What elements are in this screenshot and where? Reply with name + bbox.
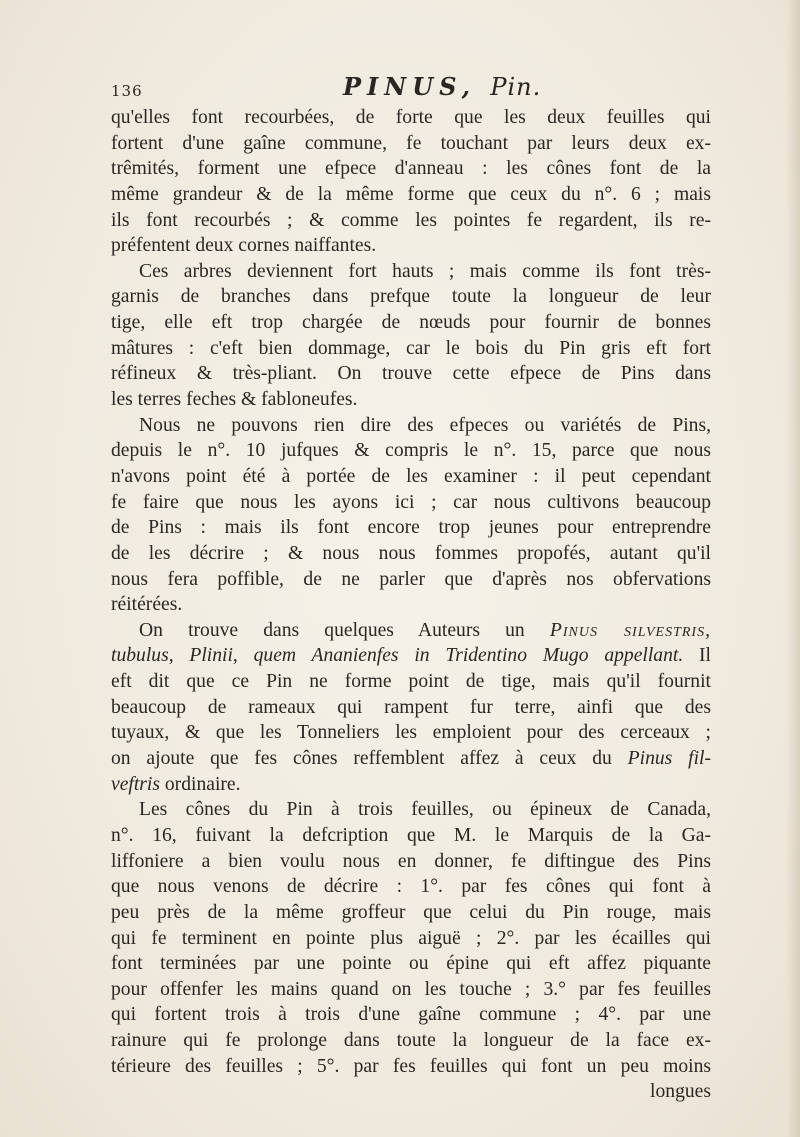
text-segment: On trouve dans quelques Auteurs un [139,619,550,641]
text-segment: Les cônes du Pin à trois feuilles, ou épineux de Canada, [139,799,711,821]
text-line [111,567,711,593]
text-segment: tige, elle eft trop chargée de nœuds pour fournir de bonnes [111,312,711,334]
text-segment: de Pins : mais ils font encore trop jeunes pour entreprendre [111,517,711,539]
text-segment: trêmités, forment une efpece d'anneau : les cônes font de la [111,158,711,180]
text-segment: les terres feches & fabloneufes. [111,389,358,411]
text-segment: peu près de la même groffeur que celui du Pin rouge, mais [111,901,711,923]
text-segment: pour offenfer les mains quand on les touche ; 3.° par fes feuilles [111,978,711,1000]
text-line [111,618,711,644]
text-segment: garnis de branches dans prefque toute la longueur de leur [111,286,711,308]
text-line [111,490,711,516]
text-line [111,874,711,900]
text-line [111,1054,711,1080]
text-segment: réfineux & très-pliant. On trouve cette efpece de Pins dans [111,363,711,385]
text-line [111,669,711,695]
text-line [111,156,711,182]
text-segment: térieure des feuilles ; 5°. par fes feuilles qui font un peu moins [111,1055,711,1077]
text-segment: ils font recourbés ; & comme les pointes fe regardent, ils re- [111,209,711,231]
text-segment: depuis le n°. 10 jufques & compris le n°. 15, parce que nous [111,440,711,462]
text-segment: Il [683,645,711,667]
text-segment: rainure qui fe prolonge dans toute la longueur de la face ex- [111,1030,711,1052]
text-segment: liffoniere a bien voulu nous en donner, fe diftingue des Pins [111,850,711,872]
text-line [111,592,711,618]
text-line [111,310,711,336]
text-segment: longues [650,1081,711,1103]
text-line [111,849,711,875]
text-segment: on ajoute que fes cônes reffemblent affez à ceux du [111,748,628,770]
text-segment: Nous ne pouvons rien dire des efpeces ou variétés de Pins, [139,414,711,436]
text-segment: nous fera poffible, de ne parler que d'après nos obfervations [111,568,711,590]
text-line [111,720,711,746]
text-segment: Ces arbres deviennent fort hauts ; mais comme ils font très- [139,260,711,282]
text-segment: fe faire que nous les ayons ici ; car nous cultivons beaucoup [111,491,711,513]
text-line [111,233,711,259]
text-segment: même grandeur & de la même forme que ceux du n°. 6 ; mais [111,183,711,205]
text-segment: n'avons point été à portée de les examiner : il peut cependant [111,465,711,487]
text-segment: ordinaire. [159,773,241,795]
italic-text: Pinus fil- [627,748,711,770]
text-line [111,643,711,669]
text-line [111,336,711,362]
catchword [111,1079,711,1105]
text-segment: n°. 16, fuivant la defcription que M. le Marquis de la Ga- [111,824,711,846]
text-line [111,438,711,464]
text-line [111,182,711,208]
page-header [111,72,711,108]
text-segment: eft dit que ce Pin ne forme point de tige, mais qu'il fournit [111,671,711,693]
text-line [111,515,711,541]
text-segment: mâtures : c'eft bien dommage, car le bois du Pin gris eft fort [111,337,711,359]
text-line [111,464,711,490]
text-line [111,541,711,567]
text-line [111,413,711,439]
text-line [111,695,711,721]
page-edge-shadow [786,0,800,1137]
text-line [111,823,711,849]
text-line [111,1028,711,1054]
text-segment: tuyaux, & que les Tonneliers les emploient pour des cerceaux ; [111,722,711,744]
text-line [111,284,711,310]
text-segment: de les décrire ; & nous nous fommes propofés, autant qu'il [111,542,711,564]
running-head-abbreviation: Pin. [490,73,542,101]
text-segment: beaucoup de rameaux qui rampent fur terre, ainfi que des [111,696,711,718]
italic-text: veftris [111,773,160,795]
text-line [111,951,711,977]
text-segment: font terminées par une pointe ou épine qui eft affez piquante [111,953,711,975]
text-line [111,900,711,926]
text-line [111,977,711,1003]
text-segment: réitérées. [111,594,183,616]
text-line [111,926,711,952]
page-number: 136 [111,82,143,100]
text-segment: qui fe terminent en pointe plus aiguë ; 2°. par les écailles qui [111,927,711,949]
text-segment: fortent d'une gaîne commune, fe touchant par leurs deux ex- [111,132,711,154]
text-line [111,105,711,131]
body-text [111,105,711,1105]
text-line [111,208,711,234]
text-line [111,1002,711,1028]
text-line [111,797,711,823]
text-line [111,361,711,387]
running-head [343,72,541,101]
text-segment: que nous venons de décrire : 1°. par fes cônes qui font à [111,876,711,898]
text-line [111,746,711,772]
text-segment: préfentent deux cornes naiffantes. [111,235,377,257]
running-head-title: PINUS, [343,72,476,101]
text-line [111,131,711,157]
text-line [111,259,711,285]
small-caps-text: Pinus silvestris, [549,619,711,641]
text-line [111,772,711,798]
text-segment: qui fortent trois à trois d'une gaîne commune ; 4°. par une [111,1004,711,1026]
italic-text: tubulus, Plinii, quem Ananienfes in Tridentino Mugo appellant. [111,645,684,667]
text-segment: qu'elles font recourbées, de forte que les deux feuilles qui [111,107,711,128]
text-line [111,387,711,413]
